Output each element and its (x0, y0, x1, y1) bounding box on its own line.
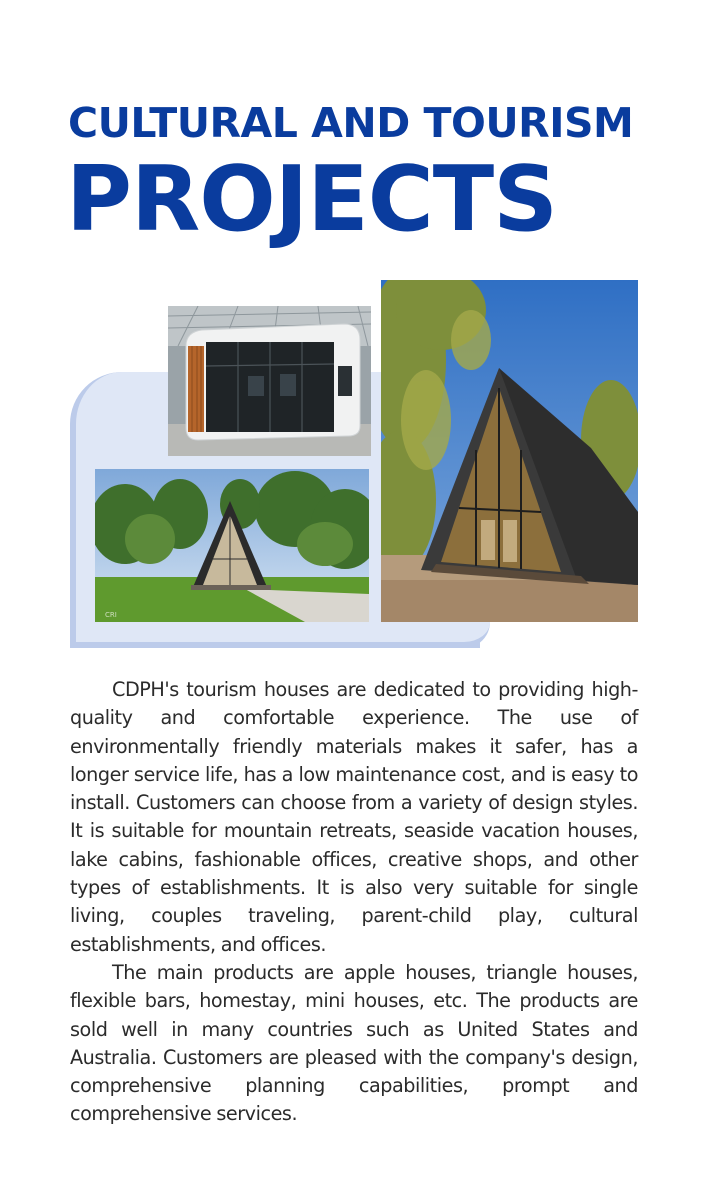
title-line-1: CULTURAL AND TOURISM (68, 99, 634, 147)
page-title: PROJECTS (66, 147, 557, 252)
apple-house-photo (168, 306, 371, 456)
paragraph-2: The main products are apple houses, triangle houses, flexible bars, homestay, mini houses, etc. The products are sold well in many countries such as United States and Australia. Customers are pleased with the company's design, comprehensive planning capabilities, prompt and comprehensive services. (70, 960, 638, 1126)
paragraph-1: CDPH's tourism houses are dedicated to providing high-quality and comfortable experience. The use of environmentally friendly materials makes it safer, has a longer service life, has a low maintenance cost, and is easy to install. Customers can choose from a variety of design styles. It is suitable for mountain retreats, seaside vacation houses, lake cabins, fashionable offices, creative shops, and other types of establishments. It is also very suitable for single living, couples traveling, parent-child play, cultural establishments, and offices. (70, 678, 638, 956)
triangle-house-render (95, 469, 369, 622)
svg-text:CRI: CRI (105, 611, 117, 619)
body-text (70, 676, 638, 1129)
triangle-house-photo (381, 280, 638, 622)
